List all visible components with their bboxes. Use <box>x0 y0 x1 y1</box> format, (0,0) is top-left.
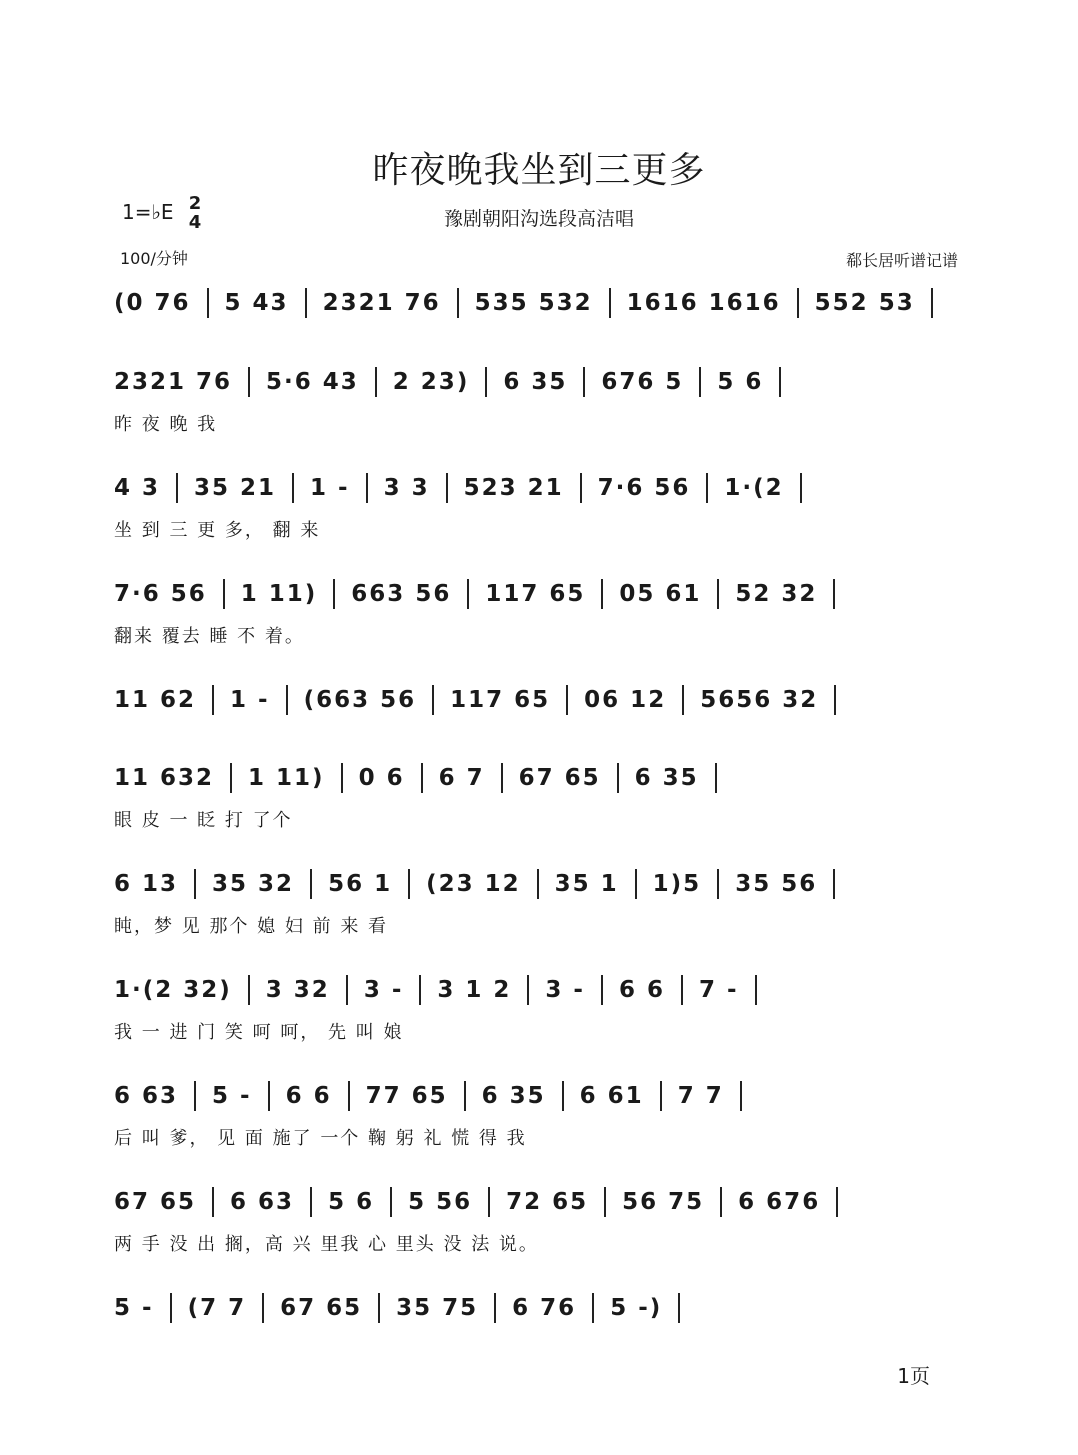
measure: 523 21 <box>463 475 564 501</box>
measure: 77 65 <box>365 1083 448 1109</box>
bar-line <box>268 1081 270 1111</box>
measure: 5 - <box>114 1295 154 1321</box>
measure: 35 56 <box>735 871 818 897</box>
measure: 6 6 <box>285 1083 332 1109</box>
bar-line <box>601 975 603 1005</box>
measure: 06 12 <box>584 687 667 713</box>
notation-row <box>100 758 970 798</box>
measure: 5·6 43 <box>266 369 359 395</box>
bar-line <box>740 1081 742 1111</box>
bar-line <box>494 1293 496 1323</box>
measure: 35 32 <box>212 871 295 897</box>
measure: 1·(2 32) <box>114 977 232 1003</box>
measure: (663 56 <box>303 687 417 713</box>
bar-line <box>527 975 529 1005</box>
bar-line <box>715 763 717 793</box>
page-number: 1页 <box>897 1364 930 1388</box>
bar-line <box>660 1081 662 1111</box>
bar-line <box>583 367 585 397</box>
measure: 11 62 <box>114 687 197 713</box>
measure: 35 21 <box>194 475 277 501</box>
bar-line <box>501 763 503 793</box>
bar-line <box>485 367 487 397</box>
measure: 6 63 <box>114 1083 179 1109</box>
measure: 1 - <box>230 687 270 713</box>
bar-line <box>833 869 835 899</box>
bar-line <box>681 975 683 1005</box>
bar-line <box>779 367 781 397</box>
bar-line <box>262 1293 264 1323</box>
bar-line <box>223 579 225 609</box>
bar-line <box>457 288 459 318</box>
measure: 6 676 <box>738 1189 821 1215</box>
measure: 535 532 <box>474 290 593 316</box>
bar-line <box>562 1081 564 1111</box>
bar-line <box>797 288 799 318</box>
measure: 72 65 <box>506 1189 589 1215</box>
bar-line <box>333 579 335 609</box>
lyrics-row: 翻来 覆去 睡 不 着。 <box>114 626 305 647</box>
bar-line <box>419 975 421 1005</box>
notation-row <box>100 468 970 508</box>
notation-row <box>100 283 970 323</box>
measure: 1616 1616 <box>626 290 781 316</box>
bar-line <box>378 1293 380 1323</box>
measure: 5656 32 <box>700 687 819 713</box>
measure: 117 65 <box>450 687 551 713</box>
bar-line <box>609 288 611 318</box>
measure: 3 1 2 <box>437 977 512 1003</box>
transcriber-credit: 郗长居听谱记谱 <box>845 251 958 270</box>
measure: 7·6 56 <box>597 475 691 501</box>
measure: 6 13 <box>114 871 179 897</box>
measure: 5 6 <box>717 369 764 395</box>
bar-line <box>408 869 410 899</box>
measure: 6 35 <box>503 369 568 395</box>
bar-line <box>310 1187 312 1217</box>
lyrics-row: 盹，梦 见 那个 媳 妇 前 来 看 <box>114 916 389 937</box>
measure: 7 7 <box>677 1083 724 1109</box>
bar-line <box>207 288 209 318</box>
measure: 05 61 <box>619 581 702 607</box>
notation-row <box>100 1288 970 1328</box>
notation-row <box>100 362 970 402</box>
measure: 3 - <box>363 977 404 1003</box>
measure: 3 - <box>545 977 585 1003</box>
song-title: 昨夜晚我坐到三更多 <box>372 150 706 191</box>
measure: 7·6 56 <box>114 581 207 607</box>
bar-line <box>248 975 250 1005</box>
notation-row <box>100 680 970 720</box>
measure: 67 65 <box>114 1189 197 1215</box>
measure: 6 76 <box>512 1295 577 1321</box>
bar-line <box>699 367 701 397</box>
measure: 5 -) <box>610 1295 663 1321</box>
measure: 1 11) <box>240 581 318 607</box>
key-signature: 1=♭E <box>122 200 174 224</box>
bar-line <box>212 1187 214 1217</box>
measure: 5 56 <box>408 1189 473 1215</box>
bar-line <box>176 473 178 503</box>
song-subtitle: 豫剧朝阳沟选段高洁唱 <box>443 208 634 230</box>
measure: 7 - <box>699 977 739 1003</box>
bar-line <box>717 869 719 899</box>
bar-line <box>717 579 719 609</box>
measure: 35 1 <box>554 871 619 897</box>
bar-line <box>706 473 708 503</box>
notation-row <box>100 970 970 1010</box>
notation-row <box>100 574 970 614</box>
measure: (7 7 <box>187 1295 247 1321</box>
measure: 663 56 <box>351 581 452 607</box>
bar-line <box>537 869 539 899</box>
measure: 676 5 <box>601 369 684 395</box>
bar-line <box>580 473 582 503</box>
bar-line <box>635 869 637 899</box>
bar-line <box>464 1081 466 1111</box>
measure: 117 65 <box>485 581 586 607</box>
bar-line <box>346 975 348 1005</box>
measure: 5 6 <box>328 1189 375 1215</box>
lyrics-row: 坐 到 三 更 多， 翻 来 <box>114 520 321 541</box>
bar-line <box>348 1081 350 1111</box>
measure: 6 63 <box>230 1189 295 1215</box>
measure: 52 32 <box>735 581 818 607</box>
measure: 4 3 <box>114 475 161 501</box>
bar-line <box>592 1293 594 1323</box>
measure: 0 6 <box>358 765 405 791</box>
measure: 56 1 <box>328 871 393 897</box>
lyrics-row: 昨 夜 晚 我 <box>114 414 218 435</box>
time-signature-numerator: 2 <box>188 193 202 214</box>
measure: 1 - <box>310 475 350 501</box>
bar-line <box>366 473 368 503</box>
notation-row <box>100 864 970 904</box>
lyrics-row: 后 叫 爹， 见 面 施了 一个 鞠 躬 礼 慌 得 我 <box>114 1128 527 1149</box>
notation-row <box>100 1076 970 1116</box>
bar-line <box>390 1187 392 1217</box>
measure: 1)5 <box>652 871 702 897</box>
measure: 56 75 <box>622 1189 705 1215</box>
bar-line <box>467 579 469 609</box>
bar-line <box>341 763 343 793</box>
bar-line <box>310 869 312 899</box>
measure: (23 12 <box>426 871 521 897</box>
bar-line <box>566 685 568 715</box>
bar-line <box>833 579 835 609</box>
bar-line <box>446 473 448 503</box>
bar-line <box>292 473 294 503</box>
measure: 6 7 <box>438 765 485 791</box>
measure: 6 61 <box>579 1083 644 1109</box>
measure: 552 53 <box>814 290 915 316</box>
lyrics-row: 两 手 没 出 搁，高 兴 里我 心 里头 没 法 说。 <box>114 1234 539 1255</box>
bar-line <box>604 1187 606 1217</box>
measure: 5 - <box>212 1083 252 1109</box>
bar-line <box>194 869 196 899</box>
bar-line <box>432 685 434 715</box>
measure: 35 75 <box>396 1295 479 1321</box>
bar-line <box>375 367 377 397</box>
bar-line <box>421 763 423 793</box>
measure: 1 11) <box>248 765 325 791</box>
time-signature-denominator: 4 <box>188 212 202 233</box>
measure: 2321 76 <box>322 290 441 316</box>
bar-line <box>286 685 288 715</box>
measure: 6 6 <box>618 977 665 1003</box>
bar-line <box>212 685 214 715</box>
lyrics-row: 我 一 进 门 笑 呵 呵， 先 叫 娘 <box>114 1022 404 1043</box>
bar-line <box>305 288 307 318</box>
bar-line <box>755 975 757 1005</box>
bar-line <box>170 1293 172 1323</box>
bar-line <box>601 579 603 609</box>
tempo-marking: 100/分钟 <box>120 249 188 268</box>
measure: 6 35 <box>481 1083 546 1109</box>
bar-line <box>931 288 933 318</box>
measure: (0 76 <box>114 290 191 316</box>
bar-line <box>488 1187 490 1217</box>
bar-line <box>720 1187 722 1217</box>
bar-line <box>617 763 619 793</box>
measure: 6 35 <box>634 765 699 791</box>
bar-line <box>248 367 250 397</box>
measure: 11 632 <box>114 765 215 791</box>
bar-line <box>800 473 802 503</box>
bar-line <box>194 1081 196 1111</box>
measure: 2 23) <box>392 369 470 395</box>
measure: 1·(2 <box>724 475 784 501</box>
bar-line <box>678 1293 680 1323</box>
bar-line <box>682 685 684 715</box>
bar-line <box>836 1187 838 1217</box>
bar-line <box>230 763 232 793</box>
measure: 3 32 <box>265 977 330 1003</box>
measure: 67 65 <box>280 1295 363 1321</box>
bar-line <box>834 685 836 715</box>
time-signature <box>186 194 204 232</box>
measure: 3 3 <box>383 475 430 501</box>
measure: 67 65 <box>518 765 601 791</box>
notation-row <box>100 1182 970 1222</box>
measure: 2321 76 <box>114 369 233 395</box>
measure: 5 43 <box>224 290 289 316</box>
lyrics-row: 眼 皮 一 眨 打 了个 <box>114 810 293 831</box>
